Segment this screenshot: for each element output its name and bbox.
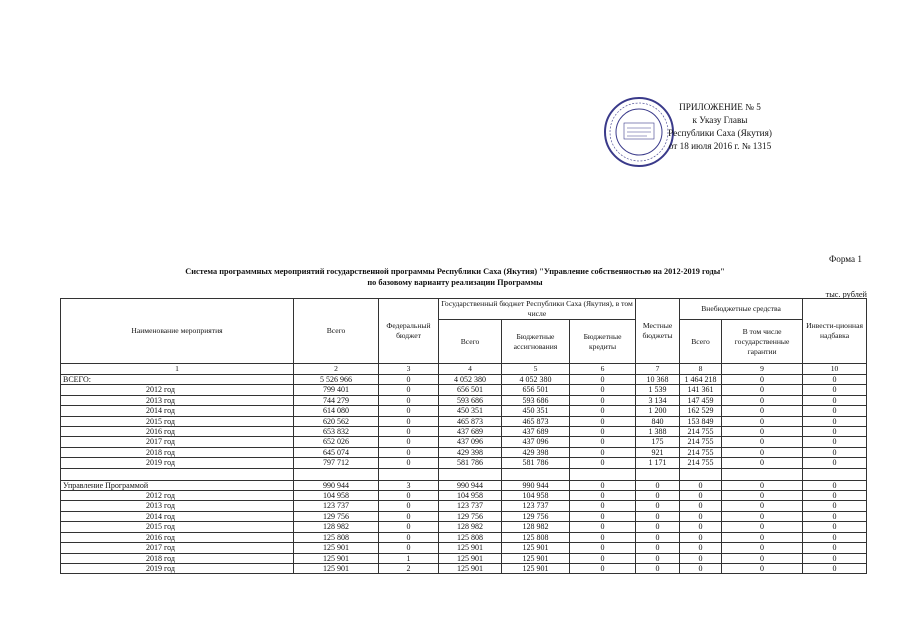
value-cell: 123 737 (502, 501, 570, 511)
year-label: 2015 год (61, 416, 294, 426)
header-state-credit: Бюджетные кредиты (570, 320, 636, 364)
year-row (61, 416, 867, 426)
value-cell: 0 (722, 385, 803, 395)
value-cell: 593 686 (439, 395, 502, 405)
value-cell: 0 (803, 395, 867, 405)
header-local: Местные бюджеты (636, 299, 680, 364)
value-cell: 125 808 (294, 532, 379, 542)
value-cell: 1 464 218 (680, 375, 722, 385)
value-cell: 990 944 (439, 480, 502, 490)
year-row (61, 511, 867, 521)
value-cell: 0 (803, 563, 867, 573)
value-cell: 214 755 (680, 437, 722, 447)
year-row (61, 447, 867, 457)
value-cell: 125 808 (439, 532, 502, 542)
value-cell: 0 (680, 522, 722, 532)
value-cell: 125 901 (439, 563, 502, 573)
year-row (61, 437, 867, 447)
value-cell: 0 (379, 437, 439, 447)
year-row (61, 427, 867, 437)
value-cell: 162 529 (680, 406, 722, 416)
value-cell: 0 (379, 543, 439, 553)
year-label: 2015 год (61, 522, 294, 532)
value-cell: 0 (803, 458, 867, 468)
value-cell: 653 832 (294, 427, 379, 437)
value-cell: 0 (803, 480, 867, 490)
value-cell: 0 (379, 511, 439, 521)
value-cell: 0 (636, 543, 680, 553)
empty-cell (439, 468, 502, 480)
year-row (61, 385, 867, 395)
value-cell: 0 (803, 511, 867, 521)
value-cell: 128 982 (502, 522, 570, 532)
value-cell: 0 (570, 416, 636, 426)
value-cell: 0 (680, 501, 722, 511)
value-cell: 0 (803, 416, 867, 426)
value-cell: 129 756 (502, 511, 570, 521)
value-cell: 0 (722, 501, 803, 511)
value-cell: 0 (379, 375, 439, 385)
value-cell: 0 (379, 416, 439, 426)
value-cell: 175 (636, 437, 680, 447)
col-number: 9 (722, 364, 803, 375)
header-state: Государственный бюджет Республики Саха (Якутия), в том числе (439, 299, 636, 320)
value-cell: 0 (722, 458, 803, 468)
value-cell: 0 (636, 511, 680, 521)
value-cell: 0 (803, 447, 867, 457)
header-state-alloc: Бюджетные ассигнования (502, 320, 570, 364)
appendix-block (630, 101, 810, 153)
spacer-row (61, 468, 867, 480)
value-cell: 104 958 (439, 491, 502, 501)
value-cell: 0 (803, 553, 867, 563)
col-number: 4 (439, 364, 502, 375)
value-cell: 645 074 (294, 447, 379, 457)
value-cell: 125 808 (502, 532, 570, 542)
title-line-2: по базовому варианту реализации Программы (367, 278, 543, 287)
year-row (61, 563, 867, 573)
value-cell: 581 786 (502, 458, 570, 468)
value-cell: 797 712 (294, 458, 379, 468)
value-cell: 0 (379, 427, 439, 437)
value-cell: 0 (803, 427, 867, 437)
col-number: 8 (680, 364, 722, 375)
value-cell: 4 052 380 (439, 375, 502, 385)
value-cell: 990 944 (294, 480, 379, 490)
value-cell: 0 (680, 553, 722, 563)
value-cell: 3 134 (636, 395, 680, 405)
year-row (61, 501, 867, 511)
value-cell: 0 (636, 491, 680, 501)
value-cell: 0 (722, 375, 803, 385)
value-cell: 921 (636, 447, 680, 457)
section-title: Управление Программой (61, 480, 294, 490)
value-cell: 129 756 (294, 511, 379, 521)
value-cell: 4 052 380 (502, 375, 570, 385)
value-cell: 0 (570, 522, 636, 532)
year-row (61, 553, 867, 563)
value-cell: 0 (570, 395, 636, 405)
value-cell: 0 (722, 437, 803, 447)
value-cell: 0 (570, 375, 636, 385)
year-row (61, 458, 867, 468)
value-cell: 437 096 (502, 437, 570, 447)
value-cell: 0 (570, 532, 636, 542)
year-row (61, 532, 867, 542)
value-cell: 0 (570, 480, 636, 490)
year-label: 2016 год (61, 532, 294, 542)
value-cell: 0 (570, 458, 636, 468)
value-cell: 0 (680, 543, 722, 553)
year-label: 2014 год (61, 511, 294, 521)
value-cell: 465 873 (502, 416, 570, 426)
value-cell: 153 849 (680, 416, 722, 426)
empty-cell (294, 468, 379, 480)
value-cell: 125 901 (502, 543, 570, 553)
value-cell: 125 901 (439, 553, 502, 563)
value-cell: 0 (570, 501, 636, 511)
value-cell: 0 (379, 501, 439, 511)
year-label: 2018 год (61, 447, 294, 457)
value-cell: 0 (680, 532, 722, 542)
empty-cell (61, 468, 294, 480)
header-federal: Федеральный бюджет (379, 299, 439, 364)
value-cell: 0 (722, 543, 803, 553)
value-cell: 2 (379, 563, 439, 573)
value-cell: 0 (722, 511, 803, 521)
empty-cell (722, 468, 803, 480)
value-cell: 0 (379, 406, 439, 416)
year-label: 2012 год (61, 385, 294, 395)
value-cell: 0 (570, 563, 636, 573)
value-cell: 214 755 (680, 458, 722, 468)
value-cell: 1 200 (636, 406, 680, 416)
year-row (61, 543, 867, 553)
value-cell: 123 737 (439, 501, 502, 511)
value-cell: 147 459 (680, 395, 722, 405)
value-cell: 799 401 (294, 385, 379, 395)
col-number: 1 (61, 364, 294, 375)
value-cell: 125 901 (502, 553, 570, 563)
value-cell: 0 (379, 447, 439, 457)
appendix-line-4: от 18 июля 2016 г. № 1315 (668, 141, 772, 151)
value-cell: 465 873 (439, 416, 502, 426)
section-total-row (61, 375, 867, 385)
value-cell: 620 562 (294, 416, 379, 426)
header-state-total: Всего (439, 320, 502, 364)
year-label: 2012 год (61, 491, 294, 501)
col-number: 5 (502, 364, 570, 375)
year-row (61, 522, 867, 532)
form-label: Форма 1 (828, 254, 862, 264)
year-row (61, 491, 867, 501)
value-cell: 0 (570, 491, 636, 501)
year-label: 2014 год (61, 406, 294, 416)
value-cell: 0 (680, 491, 722, 501)
value-cell: 0 (570, 427, 636, 437)
value-cell: 0 (803, 522, 867, 532)
value-cell: 0 (680, 511, 722, 521)
header-total: Всего (294, 299, 379, 364)
value-cell: 656 501 (502, 385, 570, 395)
value-cell: 744 279 (294, 395, 379, 405)
value-cell: 581 786 (439, 458, 502, 468)
value-cell: 0 (722, 447, 803, 457)
header-name: Наименование мероприятия (61, 299, 294, 364)
value-cell: 593 686 (502, 395, 570, 405)
value-cell: 0 (570, 543, 636, 553)
value-cell: 104 958 (502, 491, 570, 501)
value-cell: 0 (803, 406, 867, 416)
value-cell: 0 (722, 406, 803, 416)
value-cell: 0 (379, 458, 439, 468)
empty-cell (502, 468, 570, 480)
value-cell: 125 901 (294, 563, 379, 573)
col-number: 3 (379, 364, 439, 375)
year-label: 2019 год (61, 458, 294, 468)
title-line-1: Система программных мероприятий государственной программы Республики Саха (Якутия) "Управление собственностью на 2012-2019 годы" (185, 267, 725, 276)
year-row (61, 395, 867, 405)
value-cell: 0 (722, 480, 803, 490)
value-cell: 0 (803, 543, 867, 553)
value-cell: 0 (570, 385, 636, 395)
value-cell: 128 982 (439, 522, 502, 532)
value-cell: 125 901 (294, 553, 379, 563)
value-cell: 450 351 (502, 406, 570, 416)
value-cell: 0 (803, 532, 867, 542)
value-cell: 125 901 (502, 563, 570, 573)
value-cell: 5 526 966 (294, 375, 379, 385)
value-cell: 1 171 (636, 458, 680, 468)
value-cell: 840 (636, 416, 680, 426)
value-cell: 0 (803, 491, 867, 501)
value-cell: 614 080 (294, 406, 379, 416)
value-cell: 0 (379, 532, 439, 542)
empty-cell (636, 468, 680, 480)
section-total-row (61, 480, 867, 490)
value-cell: 0 (379, 522, 439, 532)
value-cell: 0 (722, 427, 803, 437)
empty-cell (680, 468, 722, 480)
value-cell: 0 (803, 385, 867, 395)
year-label: 2018 год (61, 553, 294, 563)
value-cell: 129 756 (439, 511, 502, 521)
col-number: 10 (803, 364, 867, 375)
year-row (61, 406, 867, 416)
value-cell: 1 388 (636, 427, 680, 437)
appendix-line-1: ПРИЛОЖЕНИЕ № 5 (679, 102, 761, 112)
table-body (61, 375, 867, 574)
value-cell: 0 (570, 406, 636, 416)
value-cell: 0 (680, 563, 722, 573)
year-label: 2017 год (61, 543, 294, 553)
value-cell: 0 (636, 522, 680, 532)
col-number: 6 (570, 364, 636, 375)
value-cell: 437 689 (439, 427, 502, 437)
budget-table (60, 298, 867, 574)
value-cell: 450 351 (439, 406, 502, 416)
value-cell: 125 901 (294, 543, 379, 553)
document-title (60, 266, 850, 288)
empty-cell (803, 468, 867, 480)
appendix-line-2: к Указу Главы (692, 115, 748, 125)
value-cell: 0 (570, 437, 636, 447)
value-cell: 214 755 (680, 427, 722, 437)
value-cell: 0 (803, 437, 867, 447)
header-extra-guar: В том числе государственные гарантии (722, 320, 803, 364)
value-cell: 0 (379, 385, 439, 395)
value-cell: 652 026 (294, 437, 379, 447)
value-cell: 0 (722, 532, 803, 542)
value-cell: 437 096 (439, 437, 502, 447)
col-number: 2 (294, 364, 379, 375)
value-cell: 0 (570, 447, 636, 457)
year-label: 2019 год (61, 563, 294, 573)
value-cell: 990 944 (502, 480, 570, 490)
value-cell: 104 958 (294, 491, 379, 501)
value-cell: 0 (379, 491, 439, 501)
value-cell: 0 (680, 480, 722, 490)
value-cell: 0 (722, 563, 803, 573)
value-cell: 0 (636, 501, 680, 511)
value-cell: 10 368 (636, 375, 680, 385)
section-title: ВСЕГО: (61, 375, 294, 385)
value-cell: 0 (636, 532, 680, 542)
value-cell: 0 (722, 553, 803, 563)
value-cell: 123 737 (294, 501, 379, 511)
header-invest: Инвести-ционная надбавка (803, 299, 867, 364)
value-cell: 125 901 (439, 543, 502, 553)
col-number: 7 (636, 364, 680, 375)
value-cell: 128 982 (294, 522, 379, 532)
value-cell: 141 361 (680, 385, 722, 395)
value-cell: 0 (570, 553, 636, 563)
value-cell: 429 398 (502, 447, 570, 457)
value-cell: 0 (636, 553, 680, 563)
value-cell: 0 (722, 416, 803, 426)
units-label: тыс. рублей (825, 290, 867, 299)
value-cell: 0 (722, 522, 803, 532)
table-header (61, 299, 867, 375)
value-cell: 0 (803, 501, 867, 511)
value-cell: 214 755 (680, 447, 722, 457)
value-cell: 1 539 (636, 385, 680, 395)
appendix-line-3: Республики Саха (Якутия) (668, 128, 772, 138)
year-label: 2017 год (61, 437, 294, 447)
value-cell: 1 (379, 553, 439, 563)
header-extra: Внебюджетные средства (680, 299, 803, 320)
empty-cell (379, 468, 439, 480)
year-label: 2013 год (61, 395, 294, 405)
value-cell: 0 (722, 395, 803, 405)
value-cell: 437 689 (502, 427, 570, 437)
value-cell: 0 (379, 395, 439, 405)
value-cell: 0 (722, 491, 803, 501)
value-cell: 0 (803, 375, 867, 385)
header-extra-total: Всего (680, 320, 722, 364)
value-cell: 3 (379, 480, 439, 490)
value-cell: 429 398 (439, 447, 502, 457)
value-cell: 0 (636, 480, 680, 490)
year-label: 2013 год (61, 501, 294, 511)
empty-cell (570, 468, 636, 480)
year-label: 2016 год (61, 427, 294, 437)
value-cell: 0 (570, 511, 636, 521)
value-cell: 0 (636, 563, 680, 573)
value-cell: 656 501 (439, 385, 502, 395)
